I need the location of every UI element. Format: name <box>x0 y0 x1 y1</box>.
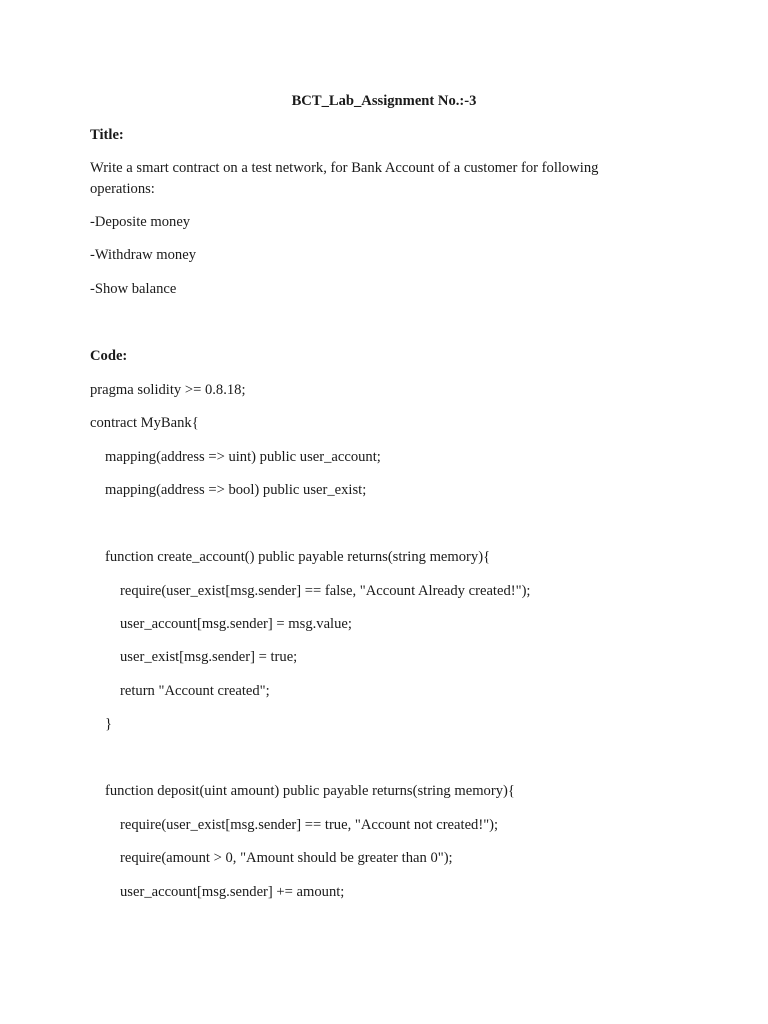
code-line: contract MyBank{ <box>90 415 199 431</box>
code-line: require(amount > 0, "Amount should be greater than 0"); <box>120 850 453 866</box>
code-line: pragma solidity >= 0.8.18; <box>90 382 246 398</box>
description-line-1: Write a smart contract on a test network, for Bank Account of a customer for following <box>90 160 599 176</box>
operation-item: -Show balance <box>90 281 177 297</box>
code-line: user_exist[msg.sender] = true; <box>120 649 298 665</box>
code-line: function create_account() public payable returns(string memory){ <box>105 549 491 565</box>
code-line: } <box>105 716 113 732</box>
code-line: mapping(address => uint) public user_account; <box>105 449 381 465</box>
operation-item: -Deposite money <box>90 214 191 230</box>
code-line: user_account[msg.sender] = msg.value; <box>120 616 352 632</box>
title-label: Title: <box>90 127 124 143</box>
assignment-heading: BCT_Lab_Assignment No.:-3 <box>291 93 477 109</box>
code-line: mapping(address => bool) public user_exist; <box>105 482 367 498</box>
code-label: Code: <box>90 348 128 364</box>
code-line: user_account[msg.sender] += amount; <box>120 884 345 900</box>
code-line: return "Account created"; <box>120 683 270 699</box>
code-line: require(user_exist[msg.sender] == false, "Account Already created!"); <box>120 583 531 599</box>
code-line: function deposit(uint amount) public payable returns(string memory){ <box>105 783 515 799</box>
code-line: require(user_exist[msg.sender] == true, "Account not created!"); <box>120 817 499 833</box>
description-line-2: operations: <box>90 181 155 197</box>
operation-item: -Withdraw money <box>90 247 196 263</box>
